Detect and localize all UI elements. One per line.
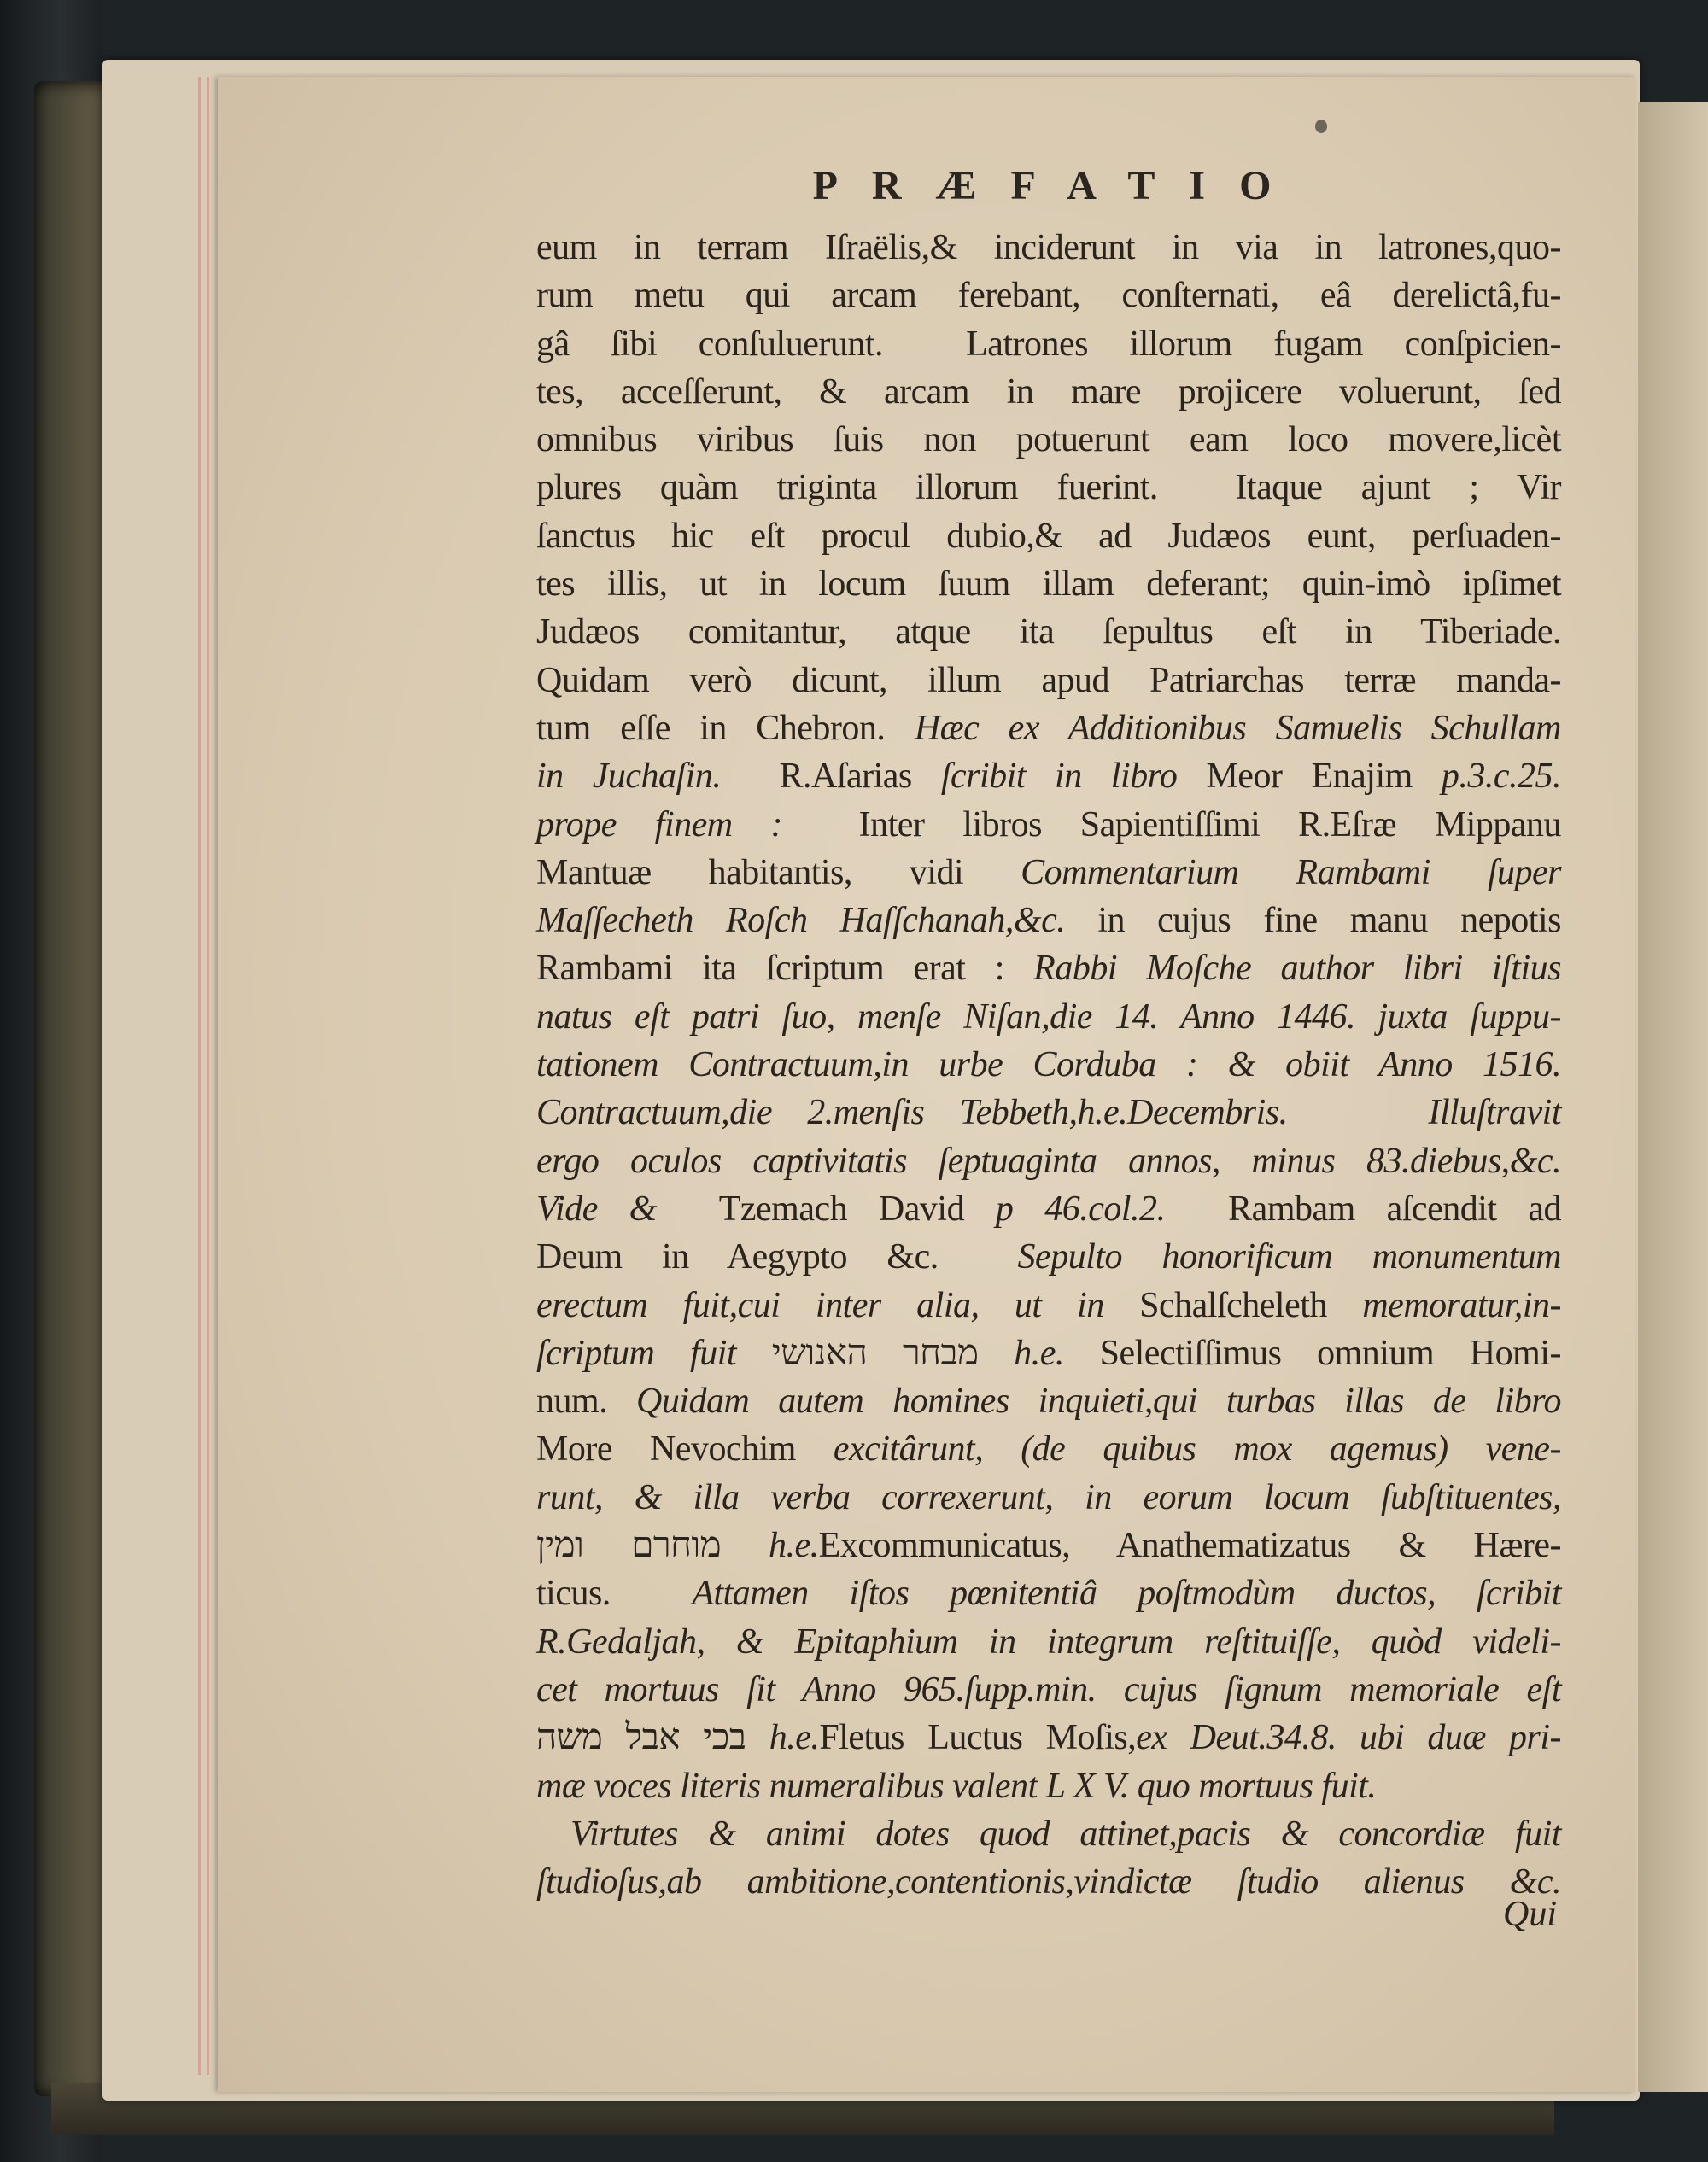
italic-text: R.Gedaljah, & Epitaphium in integrum reſtituiſſe, quòd videli- [536,1622,1561,1662]
roman-text: More Nevochim [536,1429,834,1470]
roman-text: Deum in Aegypto &c. [536,1237,1018,1277]
roman-text: num. [536,1382,637,1422]
text-line [536,752,1561,800]
roman-text: plures quàm triginta illorum fuerint. Itaque ajunt ; Vir [536,468,1561,508]
text-line [536,560,1561,608]
italic-text: h.e. [769,1718,820,1758]
text-line [536,993,1561,1041]
roman-text: Judæos comitantur, atque ita ſepultus eſt in Tiberiade. [536,612,1561,652]
text-line [536,320,1561,368]
text-line [536,1618,1561,1666]
text-line [536,1425,1561,1473]
facing-page-edge [1638,102,1708,2092]
italic-text: tationem Contractuum,in urbe Corduba : & obiit Anno 1516. [536,1045,1561,1085]
italic-text: Quidam autem homines inquieti,qui turbas illas de libro [636,1382,1562,1422]
catchword: Qui [1503,1895,1557,1934]
italic-text: ſcribit in libro [940,757,1178,797]
running-head: PRÆFATIO [812,163,1306,208]
text-line [536,657,1561,704]
roman-text: Schalſcheleth [1103,1285,1363,1325]
roman-text: מבחר האנושי [736,1333,1015,1373]
roman-text: in cujus fine manu nepotis [1065,901,1561,941]
italic-text: Rabbi Moſche author libri iſtius [1033,949,1561,989]
roman-text: R.Aſarias [721,757,941,797]
ink-spot [1315,120,1327,133]
italic-text: in Juchaſin. [536,757,722,797]
text-line [536,464,1561,511]
text-line [536,1714,1561,1762]
italic-text: h.e. [1014,1333,1064,1373]
roman-text: Meor Enajim [1177,757,1442,797]
roman-text: Rambam aſcendit ad [1165,1189,1562,1229]
italic-text: p.3.c.25. [1441,757,1562,797]
roman-text: Inter libros Sapientiſſimi R.Eſræ Mippanu [781,804,1561,844]
italic-text: Virtutes & animi dotes quod attinet,pacis & concordiæ fuit [570,1814,1561,1854]
roman-text: eum in terram Iſraëlis,& inciderunt in via in latrones,quo- [536,228,1561,267]
text-line [536,1377,1561,1425]
roman-text: omnibus viribus ſuis non potuerunt eam loco movere,licèt [536,420,1561,460]
italic-text: Commentarium Rambami ſuper [1021,852,1561,892]
italic-text: Sepulto honorificum monumentum [1017,1237,1561,1277]
italic-text: ex Deut.34.8. ubi duæ pri- [1136,1718,1562,1758]
italic-text: memoratur,in- [1362,1285,1562,1325]
italic-text: mæ voces literis numeralibus valent L X V. quo mortuus fuit. [536,1766,1377,1806]
roman-text: Quidam verò dicunt, illum apud Patriarchas terræ manda- [536,660,1561,700]
italic-text: ſtudioſus,ab ambitione,contentionis,vindictæ ſtudio alienus &c. [536,1862,1561,1902]
italic-text: ſcriptum fuit [536,1333,737,1373]
roman-text: Selectiſſimus omnium Homi- [1063,1333,1561,1373]
text-line [536,1474,1561,1522]
italic-text: ergo oculos captivitatis ſeptuaginta annos, minus 83.diebus,&c. [536,1141,1561,1181]
text-line [536,1666,1561,1714]
text-line [536,1810,1561,1858]
roman-text: Tzemach David [656,1189,996,1229]
italic-text: erectum fuit,cui inter alia, ut in [536,1285,1104,1325]
text-line [536,224,1561,272]
roman-text: Excommunicatus, Anathematizatus & Hære- [818,1526,1562,1566]
italic-text: Hæc ex Additionibus Samuelis Schullam [914,708,1561,748]
text-line [536,1233,1561,1281]
roman-text: tes illis, ut in locum ſuum illam deferant; quin-imò ipſimet [536,564,1561,605]
italic-text: Attamen iſtos pœnitentiâ poſtmodùm ductos, ſcribit [692,1574,1561,1614]
roman-text: tes, acceſſerunt, & arcam in mare projicere voluerunt, ſed [536,371,1561,412]
text-line [536,1137,1561,1185]
italic-text: natus eſt patri ſuo, menſe Niſan,die 14. Anno 1446. juxta ſuppu- [536,996,1561,1037]
text-line [536,897,1561,944]
text-line [536,801,1561,849]
roman-text: rum metu qui arcam ferebant, conſternati, eâ derelictâ,fu- [536,276,1561,316]
roman-text: מוחרם ומין [536,1526,769,1566]
roman-text: ſanctus hic eſt procul dubio,& ad Judæos eunt, perſuaden- [536,516,1561,556]
italic-text: runt, & illa verba correxerunt, in eorum locum ſubſtituentes, [536,1477,1561,1517]
text-line [536,416,1561,464]
roman-text: gâ ſibi conſuluerunt. Latrones illorum fugam conſpicien- [536,324,1561,364]
italic-text: prope finem : [536,804,782,844]
body-text [536,224,1561,1906]
text-line [536,1858,1561,1906]
italic-text: p 46.col.2. [995,1189,1166,1229]
roman-text: tum eſſe in Chebron. [536,708,915,748]
text-line [536,849,1561,897]
text-line [536,1185,1561,1233]
roman-text: Mantuæ habitantis, vidi [536,852,1021,892]
page-edge [207,77,209,2075]
italic-text: h.e. [769,1526,819,1566]
text-line [536,1569,1561,1617]
roman-text: ticus. [536,1574,693,1614]
text-line [536,368,1561,416]
roman-text: Rambami ita ſcriptum erat : [536,949,1034,989]
roman-text: בכי אבל משה [536,1718,769,1758]
text-line [536,1282,1561,1329]
roman-text: Fletus Luctus Moſis, [819,1718,1137,1758]
italic-text: Contractuum,die 2.menſis Tebbeth,h.e.Decembris. Illuſtravit [536,1093,1561,1133]
italic-text: Maſſecheth Roſch Haſſchanah,&c. [536,901,1066,941]
text-line [536,1522,1561,1569]
text-line [536,1762,1561,1810]
italic-text: excitârunt, (de quibus mox agemus) vene- [833,1429,1561,1470]
text-line [536,944,1561,992]
text-line [536,272,1561,319]
text-line [536,1089,1561,1137]
text-line [536,1329,1561,1377]
text-line [536,704,1561,752]
page-edge [198,77,201,2075]
text-line [536,608,1561,656]
text-line [536,1041,1561,1089]
italic-text: cet mortuus ſit Anno 965.ſupp.min. cujus ſignum memoriale eſt [536,1669,1561,1709]
text-line [536,512,1561,560]
italic-text: Vide & [536,1189,657,1229]
